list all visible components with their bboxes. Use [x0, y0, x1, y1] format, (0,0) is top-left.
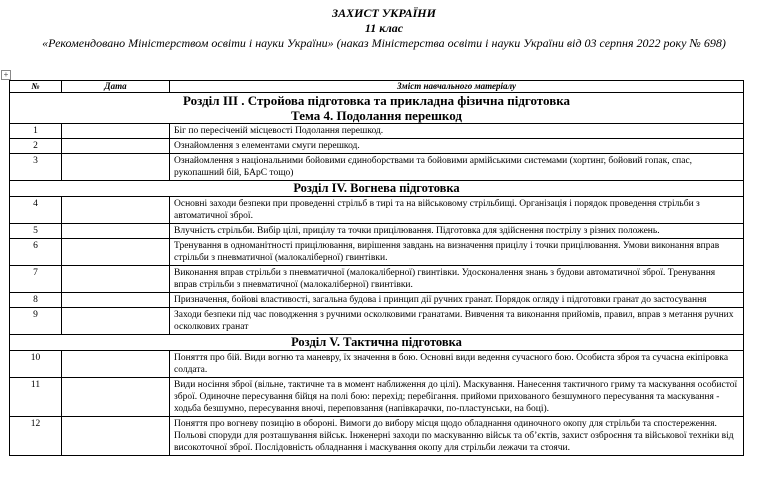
row-date[interactable] — [62, 239, 170, 266]
row-content: Біг по пересіченій місцевості Подолання перешкод. — [170, 124, 744, 139]
table-row — [10, 378, 744, 417]
section-row — [10, 181, 744, 197]
row-date[interactable] — [62, 224, 170, 239]
row-date[interactable] — [62, 351, 170, 378]
row-date[interactable] — [62, 124, 170, 139]
table-row — [10, 154, 744, 181]
table-row — [10, 351, 744, 378]
row-number: 2 — [10, 139, 62, 154]
row-date[interactable] — [62, 417, 170, 456]
table-move-handle-icon[interactable]: + — [1, 70, 11, 80]
section-title: Розділ ІV. Вогнева підготовка — [10, 181, 744, 197]
row-number: 11 — [10, 378, 62, 417]
row-number: 7 — [10, 266, 62, 293]
row-content: Виконання вправ стрільби з пневматичної (малокаліберної) гвинтівки. Удосконалення знань з будови автоматичної зброї. Тренування вправ стрільби з пневматичної (малокаліберної) гвинтівки. — [170, 266, 744, 293]
row-content: Основні заходи безпеки при проведенні стрільб в тирі та на військовому стрільбищі. Організація і порядок проведення стрільби з автоматичної зброї. — [170, 197, 744, 224]
column-header-number: № — [10, 81, 62, 93]
row-content: Види носіння зброї (вільне, тактичне та в момент наближення до цілі). Маскування. Нанесення тактичного гриму та маскування особистої зброї. Одиночне пересування бійця на полі бою: перехід; перебігання. прийоми прихованого безшумного пересування та маскування - ходьба безшумно, пересування вночі, переповзання (напівкарачки, по-пластунськи, на боці). — [170, 378, 744, 417]
row-content: Поняття про вогневу позицію в обороні. Вимоги до вибору місця щодо обладнання одиночного окопу для стрільби та спостереження. Польові споруди для розташування військ. Інженерні заходи по маскуванню військ та об’єктів, захист озброєння та військової техніки від високоточної зброї. Послідовність обладнання і маскування окопу для стрільби лежачи та стоячи. — [170, 417, 744, 456]
table-row — [10, 239, 744, 266]
row-number: 6 — [10, 239, 62, 266]
row-number: 10 — [10, 351, 62, 378]
row-content: Тренування в одноманітності прицілювання, вирішення завдань на визначення прицілу і точки прицілювання. Умови виконання вправ стрільби з пневматичної (малокаліберної) гвинтівки. — [170, 239, 744, 266]
document-header — [0, 0, 768, 51]
row-date[interactable] — [62, 378, 170, 417]
table-row — [10, 197, 744, 224]
topic-title: Тема 4. Подолання перешкод — [291, 108, 462, 123]
row-number: 9 — [10, 308, 62, 335]
row-number: 12 — [10, 417, 62, 456]
row-number: 1 — [10, 124, 62, 139]
row-content: Заходи безпеки під час поводження з ручними осколковими гранатами. Вивчення та виконання прийомів, правил, вправ з метання ручних осколкових гранат — [170, 308, 744, 335]
table-row — [10, 293, 744, 308]
row-date[interactable] — [62, 154, 170, 181]
column-header-date: Дата — [62, 81, 170, 93]
table-row — [10, 308, 744, 335]
row-content: Влучність стрільби. Вибір цілі, прицілу та точки прицілювання. Підготовка для здійснення пострілу з різних положень. — [170, 224, 744, 239]
row-number: 4 — [10, 197, 62, 224]
row-number: 5 — [10, 224, 62, 239]
table-row — [10, 266, 744, 293]
section-title: Розділ V. Тактична підготовка — [10, 335, 744, 351]
section-row — [10, 93, 744, 124]
row-content: Ознайомлення з елементами смуги перешкод. — [170, 139, 744, 154]
document-title: ЗАХИСТ УКРАЇНИ — [332, 6, 436, 20]
curriculum-table — [9, 80, 744, 456]
row-number: 8 — [10, 293, 62, 308]
row-content: Призначення, бойові властивості, загальна будова і принцип дії ручних гранат. Порядок огляду і підготовки гранат до застосування — [170, 293, 744, 308]
row-date[interactable] — [62, 197, 170, 224]
row-number: 3 — [10, 154, 62, 181]
table-header-row — [10, 81, 744, 93]
column-header-content: Зміст навчального матеріалу — [170, 81, 744, 93]
row-date[interactable] — [62, 139, 170, 154]
table-row — [10, 124, 744, 139]
table-row — [10, 224, 744, 239]
row-content: Ознайомлення з національними бойовими єдиноборствами та бойовими армійськими системами (хортинг, бойовий гопак, спас, рукопашний бій, БАрС тощо) — [170, 154, 744, 181]
table-row — [10, 417, 744, 456]
grade-label: 11 клас — [364, 21, 404, 35]
row-date[interactable] — [62, 266, 170, 293]
row-date[interactable] — [62, 293, 170, 308]
section-row — [10, 335, 744, 351]
row-content: Поняття про бій. Види вогню та маневру, їх значення в бою. Основні види ведення сучасного бою. Особиста зброя та сучасна екіпіровка солдата. — [170, 351, 744, 378]
section-title: Розділ ІІІ . Стройова підготовка та прикладна фізична підготовка — [182, 93, 571, 108]
row-date[interactable] — [62, 308, 170, 335]
table-row — [10, 139, 744, 154]
recommendation-text: «Рекомендовано Міністерством освіти і науки України» (наказ Міністерства освіти і науки України від 03 серпня 2022 року № 698) — [42, 36, 726, 50]
